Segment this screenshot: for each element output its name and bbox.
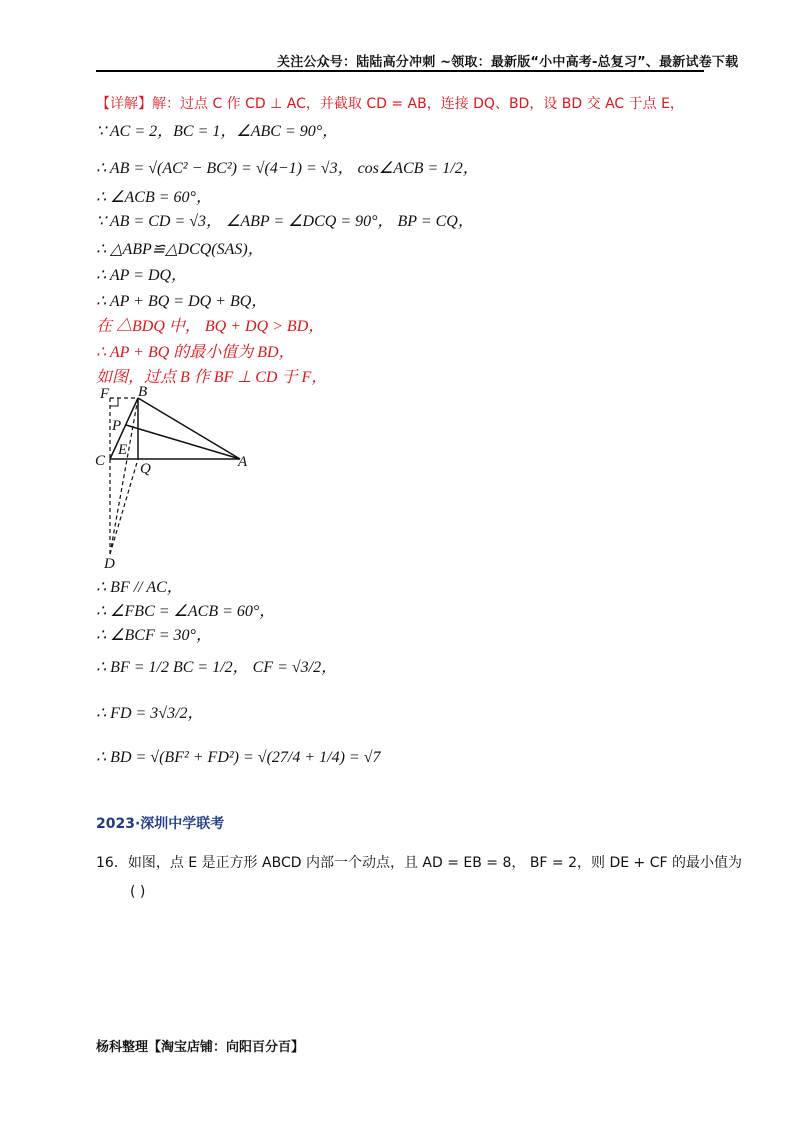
solution-line: 如图，过点 B 作 BF ⊥ CD 于 F， bbox=[96, 369, 328, 386]
solution-line: ∴ AP = DQ， bbox=[96, 267, 188, 284]
solution-line: 在 △BDQ 中， BQ + DQ > BD， bbox=[96, 318, 325, 335]
solution-line: ∴ FD = 3√3/2， bbox=[96, 705, 204, 722]
solution-line: ∴ BD = √(BF² + FD²) = √(27/4 + 1/4) = √7 bbox=[96, 749, 381, 766]
solution-line: ∴ BF = 1/2 BC = 1/2， CF = √3/2， bbox=[96, 659, 338, 676]
page-footer: 杨科整理【淘宝店铺：向阳百分百】 bbox=[96, 1040, 305, 1055]
solution-line: ∴ ∠BCF = 30°， bbox=[96, 627, 212, 644]
solution-intro: 【详解】解：过点 C 作 CD ⊥ AC，并截取 CD = AB，连接 DQ、BD，设 BD 交 AC 于点 E， bbox=[96, 96, 684, 112]
solution-line: ∴ AP + BQ = DQ + BQ， bbox=[96, 293, 268, 310]
geometry-figure bbox=[92, 382, 262, 572]
solution-line: ∴ ∠FBC = ∠ACB = 60°， bbox=[96, 603, 276, 620]
label-E: E bbox=[118, 442, 128, 458]
section-title: 2023·深圳中学联考 bbox=[96, 816, 225, 832]
label-P: P bbox=[112, 418, 122, 434]
label-D: D bbox=[104, 556, 115, 572]
label-F: F bbox=[100, 386, 110, 402]
solution-line: ∴ BF // AC， bbox=[96, 579, 183, 596]
problem-text: 16．如图，点 E 是正方形 ABCD 内部一个动点，且 AD = EB = 8， BF = 2，则 DE + CF 的最小值为 bbox=[96, 855, 743, 871]
header-rule bbox=[96, 70, 704, 72]
page-header: 关注公众号：陆陆高分冲刺 ~领取：最新版“小中高考-总复习”、最新试卷下载 bbox=[277, 55, 739, 70]
solution-line: ∵ AB = CD = √3， ∠ABP = ∠DCQ = 90°， BP = CQ， bbox=[96, 213, 474, 230]
label-Q: Q bbox=[140, 461, 151, 477]
solution-line: ∵ AC = 2，BC = 1，∠ABC = 90°， bbox=[96, 123, 339, 140]
label-A: A bbox=[238, 454, 248, 470]
solution-line: ∴ AB = √(AC² − BC²) = √(4−1) = √3， cos∠ACB = 1/2， bbox=[96, 160, 479, 177]
solution-line: ∴ AP + BQ 的最小值为 BD， bbox=[96, 344, 295, 361]
label-B: B bbox=[138, 384, 148, 400]
label-C: C bbox=[95, 453, 106, 469]
solution-line: ∴ △ABP≌△DCQ(SAS)， bbox=[96, 241, 264, 258]
solution-line: ∴ ∠ACB = 60°， bbox=[96, 189, 212, 206]
answer-blank: ( ) bbox=[130, 884, 146, 900]
